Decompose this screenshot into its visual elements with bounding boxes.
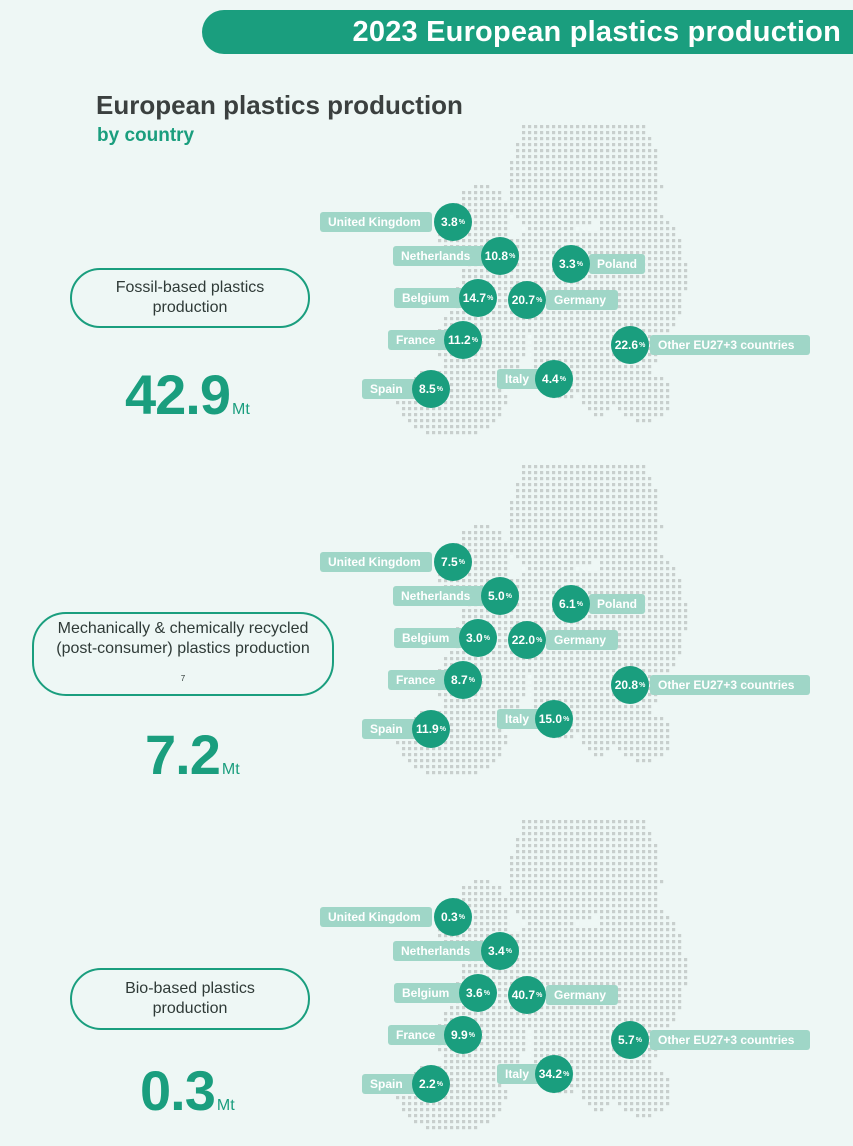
share-bubble (508, 621, 546, 659)
country-label: Spain (362, 1074, 420, 1094)
percent-sign: % (439, 725, 446, 733)
share-value: 20.8 (614, 678, 639, 692)
share-value: 3.4 (488, 944, 505, 958)
share-value: 6.1 (559, 597, 576, 611)
country-label: Germany (546, 290, 618, 310)
share-bubble (444, 661, 482, 699)
footnote-marker: 7 (180, 674, 186, 683)
share-bubble (459, 619, 497, 657)
country-label: Poland (589, 254, 645, 274)
percent-sign: % (509, 252, 516, 260)
country-label: Belgium (394, 288, 464, 308)
percent-sign: % (471, 336, 478, 344)
share-value: 9.9 (451, 1028, 468, 1042)
share-bubble (535, 360, 573, 398)
share-value: 0.3 (441, 910, 458, 924)
percent-sign: % (458, 218, 465, 226)
share-value: 8.7 (451, 673, 468, 687)
share-value: 4.4 (542, 372, 559, 386)
share-value: 20.7 (511, 293, 536, 307)
share-value: 34.2 (538, 1067, 563, 1081)
share-value: 3.3 (559, 257, 576, 271)
country-label: Italy (497, 369, 541, 389)
country-label: Netherlands (393, 941, 485, 961)
total-number: 7.2 (145, 723, 220, 786)
total-unit: Mt (221, 761, 240, 778)
share-value: 40.7 (511, 988, 536, 1002)
share-bubble (611, 1021, 649, 1059)
section-label: Fossil-based plastics production (115, 279, 265, 316)
percent-sign: % (576, 260, 583, 268)
percent-sign: % (576, 600, 583, 608)
country-label: France (388, 1025, 448, 1045)
country-label: Belgium (394, 983, 464, 1003)
share-bubble (434, 543, 472, 581)
share-bubble (412, 710, 450, 748)
share-value: 3.6 (466, 986, 483, 1000)
percent-sign: % (468, 676, 475, 684)
country-label: United Kingdom (320, 552, 432, 572)
share-bubble (412, 370, 450, 408)
share-value: 10.8 (484, 249, 509, 263)
percent-sign: % (505, 592, 512, 600)
country-label: United Kingdom (320, 212, 432, 232)
percent-sign: % (483, 634, 490, 642)
share-bubble (552, 245, 590, 283)
percent-sign: % (458, 558, 465, 566)
page-subtitle: by country (97, 125, 195, 146)
share-bubble (552, 585, 590, 623)
share-bubble (535, 700, 573, 738)
share-bubble (481, 577, 519, 615)
percent-sign: % (483, 989, 490, 997)
percent-sign: % (635, 1036, 642, 1044)
share-value: 11.2 (448, 333, 471, 347)
percent-sign: % (487, 294, 494, 302)
percent-sign: % (436, 385, 443, 393)
share-bubble (611, 666, 649, 704)
share-value: 3.8 (441, 215, 458, 229)
total-value (125, 362, 250, 427)
total-unit: Mt (232, 401, 250, 418)
share-value: 22.6 (614, 338, 639, 352)
country-label: Spain (362, 719, 420, 739)
total-number: 42.9 (125, 363, 230, 426)
share-value: 7.5 (441, 555, 458, 569)
country-label: Other EU27+3 countries (650, 1030, 810, 1050)
percent-sign: % (536, 991, 543, 999)
share-bubble (481, 237, 519, 275)
percent-sign: % (505, 947, 512, 955)
share-bubble (444, 1016, 482, 1054)
share-bubble (434, 898, 472, 936)
section-label-pill (70, 268, 310, 328)
total-unit: Mt (216, 1097, 235, 1114)
country-label: France (388, 670, 448, 690)
share-bubble (611, 326, 649, 364)
country-label: Italy (497, 709, 541, 729)
total-value (140, 1058, 235, 1123)
country-label: Germany (546, 985, 618, 1005)
share-value: 3.0 (466, 631, 483, 645)
country-label: Spain (362, 379, 420, 399)
percent-sign: % (458, 913, 465, 921)
share-bubble (459, 279, 497, 317)
country-label: Belgium (394, 628, 464, 648)
share-value: 5.0 (488, 589, 505, 603)
section-label: Mechanically & chemically recycled (post-consumer) plastics production (56, 620, 310, 657)
share-value: 15.0 (538, 712, 563, 726)
share-bubble (412, 1065, 450, 1103)
country-label: Netherlands (393, 246, 485, 266)
share-bubble (444, 321, 482, 359)
country-label: Other EU27+3 countries (650, 675, 810, 695)
page-title: European plastics production (96, 90, 463, 120)
country-label: Poland (589, 594, 645, 614)
percent-sign: % (559, 375, 566, 383)
share-value: 2.2 (419, 1077, 436, 1091)
country-label: France (388, 330, 448, 350)
share-value: 22.0 (511, 633, 536, 647)
share-value: 11.9 (416, 722, 439, 736)
share-bubble (434, 203, 472, 241)
percent-sign: % (639, 681, 646, 689)
country-label: Netherlands (393, 586, 485, 606)
share-value: 5.7 (618, 1033, 635, 1047)
section-label-pill (70, 968, 310, 1030)
country-label: Other EU27+3 countries (650, 335, 810, 355)
country-label: Germany (546, 630, 618, 650)
banner-title: 2023 European plastics production (352, 15, 841, 48)
percent-sign: % (436, 1080, 443, 1088)
share-bubble (481, 932, 519, 970)
percent-sign: % (536, 296, 543, 304)
share-value: 8.5 (419, 382, 436, 396)
country-label: United Kingdom (320, 907, 432, 927)
section-label: Bio-based plastics production (125, 980, 255, 1017)
share-bubble (508, 976, 546, 1014)
percent-sign: % (563, 1070, 570, 1078)
share-bubble (508, 281, 546, 319)
percent-sign: % (536, 636, 543, 644)
total-number: 0.3 (140, 1059, 215, 1122)
percent-sign: % (639, 341, 646, 349)
share-value: 14.7 (462, 291, 487, 305)
share-bubble (459, 974, 497, 1012)
country-label: Italy (497, 1064, 541, 1084)
section-label-pill (32, 612, 334, 696)
percent-sign: % (468, 1031, 475, 1039)
percent-sign: % (563, 715, 570, 723)
total-value (145, 722, 240, 787)
share-bubble (535, 1055, 573, 1093)
